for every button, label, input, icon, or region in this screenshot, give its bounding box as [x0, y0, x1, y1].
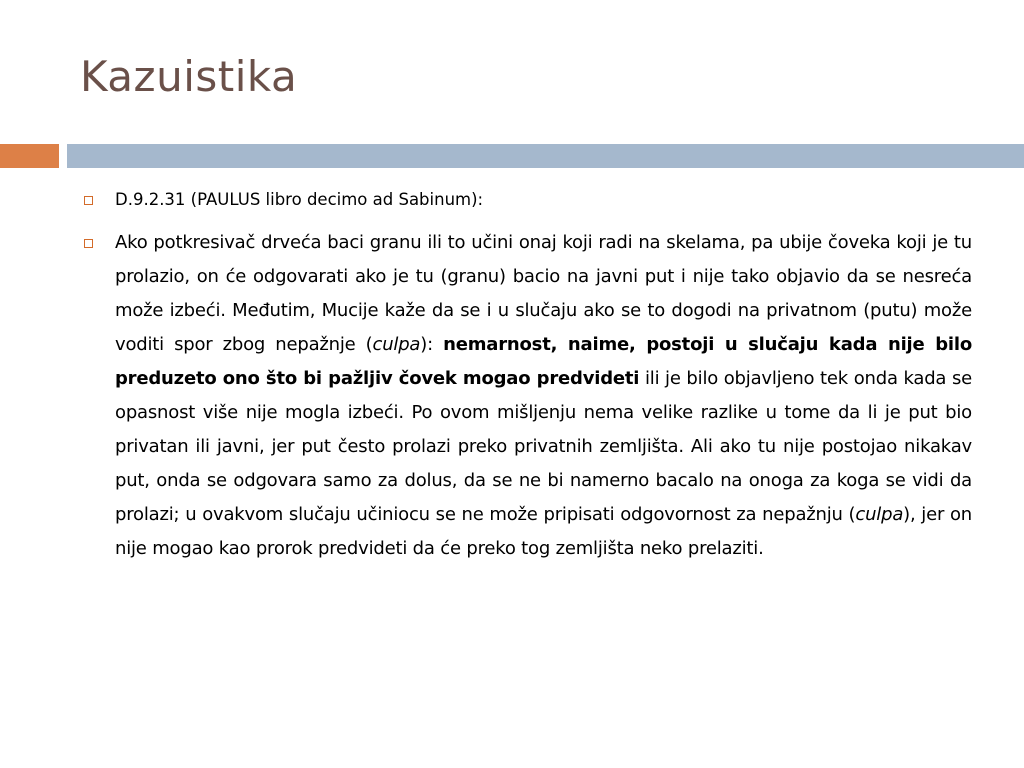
hollow-square-bullet-icon [84, 239, 93, 248]
header-accent-bar-blue [67, 144, 1024, 168]
case-text-part: Ako potkresivač drveća baci granu ili to učini onaj koji radi na skelama, pa ubije čoveka koji je tu prolazio, on će odgovarati ako je tu (granu) bacio na javni put i nije tako objavio da se nesreća može izbeći. Međutim, Mucije kaže da se i u slučaju ako se to dogodi na privatnom (putu) može voditi spor zbog nepažnje ( [115, 232, 972, 355]
bullet-list [80, 184, 972, 566]
case-text-part: ), jer on nije mogao kao prorok predvideti da će preko tog zemljišta neko prelaziti. [115, 504, 972, 559]
bullet-source-reference [80, 184, 972, 216]
hollow-square-bullet-icon [84, 196, 93, 205]
bullet-case-text [80, 226, 972, 566]
case-text-emphasis: nemarnost, naime, postoji u slučaju kada nije bilo preduzeto ono što bi pažljiv čovek mogao predvideti [115, 334, 972, 389]
case-text-part: ): [420, 334, 444, 355]
case-text-italic-culpa: culpa [855, 504, 904, 525]
case-text-italic-culpa: culpa [372, 334, 421, 355]
case-text-part: ili je bilo objavljeno tek onda kada se opasnost više nije mogla izbeći. Po ovom mišljenju nema velike razlike u tome da li je put bio privatan ili javni, jer put često prolazi preko privatnih zemljišta. Ali ako tu nije postojao nikakav put, onda se odgovara samo za dolus, da se ne bi namerno bacalo na onoga za koga se vidi da prolazi; u ovakvom slučaju učiniocu se ne može pripisati odgovornost za nepažnju ( [115, 368, 972, 525]
slide-title: Kazuistika [80, 52, 298, 101]
header-accent-bar-orange [0, 144, 59, 168]
bullet-text: D.9.2.31 (PAULUS libro decimo ad Sabinum): [115, 190, 484, 209]
